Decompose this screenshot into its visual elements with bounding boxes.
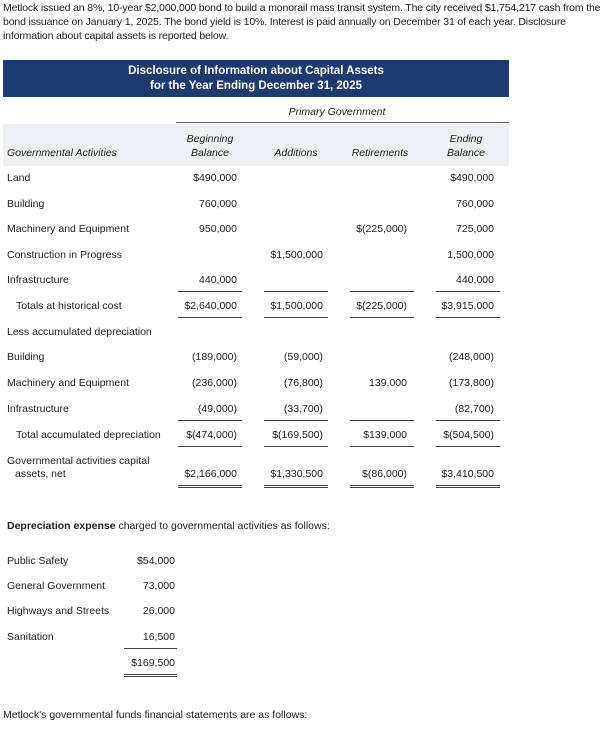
double-rule-net-ending (436, 485, 500, 488)
rule-total-beginning (178, 291, 242, 292)
double-rule-depr-expense-total (124, 674, 177, 677)
rule-net-beginning (178, 446, 242, 447)
rule-depr-ending (436, 420, 500, 421)
rule-under-total-beginning (178, 317, 242, 318)
table-title-banner (3, 60, 509, 97)
row-label-infrastructure: Infrastructure (7, 274, 69, 286)
cell-total-depr-retirements: $139,000 (363, 429, 407, 441)
double-rule-net-retirements (350, 485, 414, 488)
cell-total-historical-beginning: $2,640,000 (184, 300, 237, 312)
row-label-net-line1: Governmental activities capital (7, 455, 150, 467)
depr-item-value-sanitation: 16,500 (142, 631, 175, 643)
depr-item-label-general-government: General Government (7, 580, 106, 592)
primary-government-header: Primary Government (288, 106, 386, 118)
cell-construction-additions: $1,500,000 (270, 249, 323, 261)
depr-expense-total: $169,500 (131, 657, 175, 669)
depr-machinery-beginning: (236,000) (192, 377, 237, 389)
depr-building-additions: (59,000) (283, 351, 323, 363)
depr-item-value-highways: 26,000 (142, 605, 175, 617)
depr-item-value-general-government: 73,000 (142, 580, 175, 592)
rule-depr-expense-total (124, 648, 177, 649)
col-header-ending (432, 132, 500, 160)
footer-text: Metlock's governmental funds financial statements are as follows: (3, 709, 308, 721)
cell-construction-ending: 1,500,000 (447, 249, 494, 261)
cell-total-depr-ending: $(504,500) (443, 429, 494, 441)
cell-building-ending: 760,000 (456, 198, 494, 210)
depr-label-building: Building (7, 351, 45, 363)
rule-net-additions (264, 446, 328, 447)
col-header-beginning (176, 132, 244, 160)
depr-machinery-ending: (173,800) (449, 377, 494, 389)
row-label-land: Land (7, 172, 31, 184)
depr-building-beginning: (189,000) (192, 351, 237, 363)
cell-machinery-retirements: $(225,000) (356, 223, 407, 235)
cell-total-historical-retirements: $(225,000) (356, 300, 407, 312)
less-depreciation-label: Less accumulated depreciation (7, 326, 152, 338)
cell-infrastructure-beginning: 440,000 (199, 274, 237, 286)
depreciation-expense-bold: Depreciation expense (7, 520, 116, 532)
group-header-rule (176, 122, 509, 123)
col-header-ending-line2: Balance (447, 147, 485, 159)
table-title-line1: Disclosure of Information about Capital Assets (128, 65, 384, 77)
rule-under-total-retirements (350, 317, 414, 318)
cell-net-ending: $3,410,500 (441, 468, 494, 480)
rule-net-ending (436, 446, 500, 447)
depr-infrastructure-ending: (82,700) (454, 403, 494, 415)
cell-land-beginning: $490,000 (193, 172, 237, 184)
row-label-building: Building (7, 198, 45, 210)
rule-net-retirements (350, 446, 414, 447)
depr-label-infrastructure: Infrastructure (7, 403, 69, 415)
row-label-net (7, 455, 149, 481)
rule-total-retirements (350, 291, 414, 292)
col-header-beginning-line1: Beginning (186, 133, 234, 145)
cell-infrastructure-ending: 440,000 (456, 274, 494, 286)
cell-net-additions: $1,330,500 (270, 468, 323, 480)
double-rule-net-beginning (178, 485, 242, 488)
col-header-additions: Additions (274, 147, 318, 159)
row-label-construction: Construction in Progress (7, 249, 122, 261)
rule-depr-additions (264, 420, 328, 421)
cell-total-historical-additions: $1,500,000 (270, 300, 323, 312)
intro-paragraph: Metlock issued an 8%, 10-year $2,000,000 bond to build a monorail mass transit system. The city received $1,754,217 cash from the bond issuance on January 1, 2025. The bond yield is 10%. Interest is paid annually on December 31 of each year. Disclosure information about capital assets is reported below. (3, 2, 601, 42)
depr-machinery-additions: (76,800) (283, 377, 323, 389)
rule-total-ending (436, 291, 500, 292)
row-label-total-historical: Totals at historical cost (16, 300, 122, 312)
table-title-line2: for the Year Ending December 31, 2025 (150, 80, 362, 92)
cell-building-beginning: 760,000 (199, 198, 237, 210)
row-label-total-depr: Total accumulated depreciation (16, 429, 161, 441)
depr-infrastructure-beginning: (49,000) (197, 403, 237, 415)
depr-infrastructure-additions: (33,700) (283, 403, 323, 415)
rule-under-total-additions (264, 317, 328, 318)
depr-item-value-public-safety: $54,000 (137, 555, 175, 567)
depreciation-expense-rest: charged to governmental activities as follows: (115, 520, 330, 532)
col-header-retirements: Retirements (351, 147, 409, 159)
row-label-machinery: Machinery and Equipment (7, 223, 129, 235)
col-header-activities: Governmental Activities (7, 147, 117, 159)
col-header-beginning-line2: Balance (191, 147, 229, 159)
cell-land-ending: $490,000 (450, 172, 494, 184)
rule-depr-retirements (350, 420, 414, 421)
depr-item-label-public-safety: Public Safety (7, 555, 69, 567)
double-rule-net-additions (264, 485, 328, 488)
row-label-net-line2: assets, net (15, 468, 66, 480)
cell-total-depr-beginning: $(474,000) (186, 429, 237, 441)
col-header-ending-line1: Ending (449, 133, 483, 145)
depreciation-expense-intro (7, 520, 330, 532)
depr-item-label-highways: Highways and Streets (7, 605, 110, 617)
cell-machinery-beginning: 950,000 (199, 223, 237, 235)
depr-machinery-retirements: 139,000 (369, 377, 407, 389)
rule-total-additions (264, 291, 328, 292)
depr-label-machinery: Machinery and Equipment (7, 377, 129, 389)
cell-net-beginning: $2,166,000 (184, 468, 237, 480)
depr-building-ending: (248,000) (449, 351, 494, 363)
cell-net-retirements: $(86,000) (362, 468, 407, 480)
cell-total-depr-additions: $(169,500) (272, 429, 323, 441)
cell-machinery-ending: 725,000 (456, 223, 494, 235)
depr-item-label-sanitation: Sanitation (7, 631, 54, 643)
rule-under-total-ending (436, 317, 500, 318)
cell-total-historical-ending: $3,915,000 (441, 300, 494, 312)
rule-depr-beginning (178, 420, 242, 421)
